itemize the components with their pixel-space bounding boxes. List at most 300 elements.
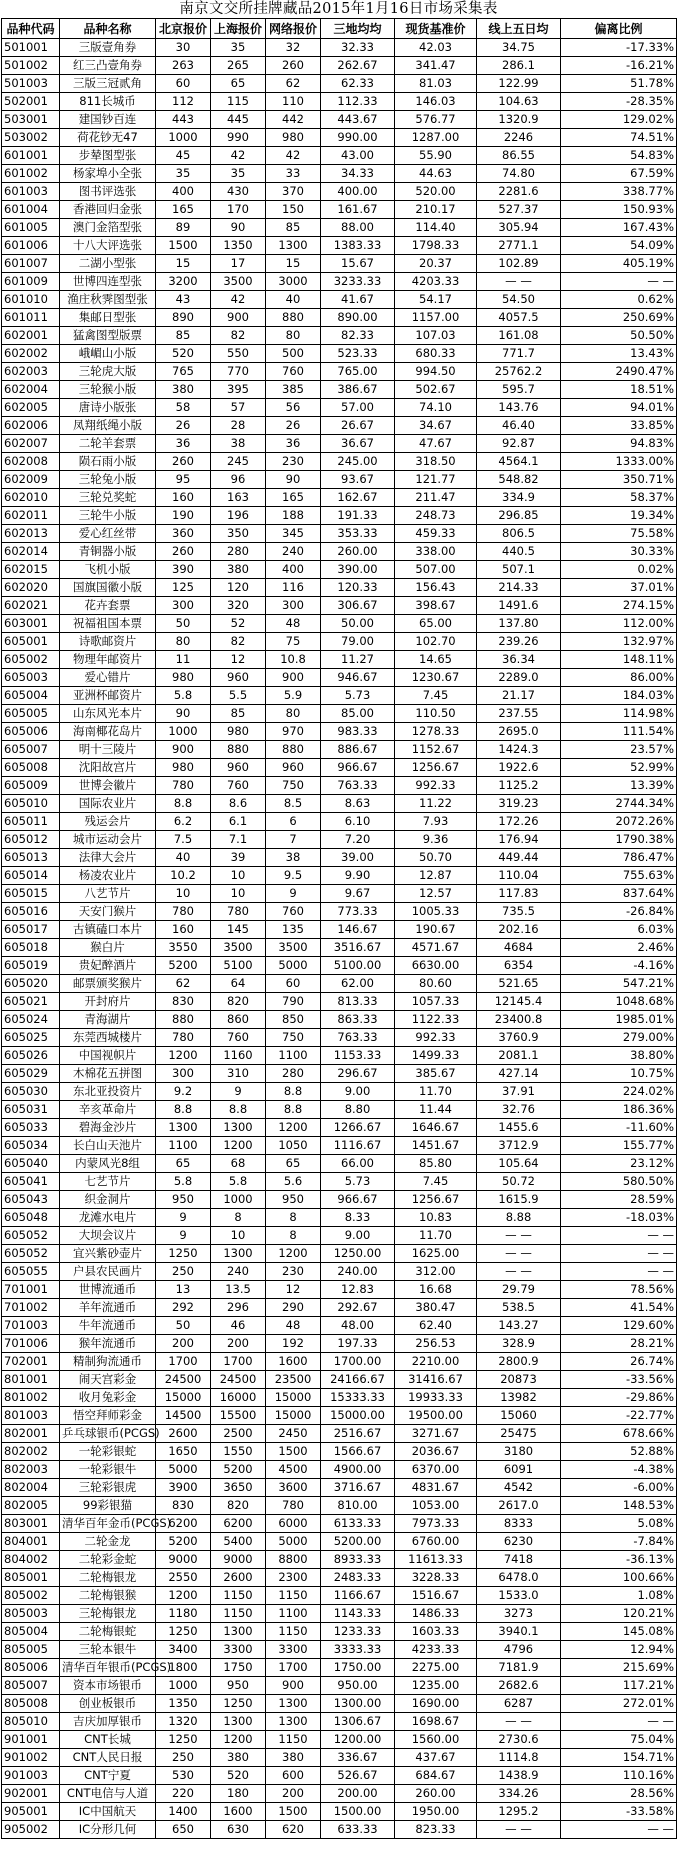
cell-three-avg: 62.33	[321, 75, 395, 93]
cell-name: 开封府片	[60, 993, 156, 1011]
table-row	[2, 399, 677, 417]
cell-beijing: 80	[156, 633, 211, 651]
cell-beijing: 360	[156, 525, 211, 543]
cell-three-avg: 3333.33	[321, 1641, 395, 1659]
cell-shanghai: 1200	[211, 1731, 266, 1749]
cell-benchmark: 398.67	[395, 597, 477, 615]
cell-online: 9	[266, 885, 321, 903]
cell-beijing: 45	[156, 147, 211, 165]
cell-shanghai: 1000	[211, 1191, 266, 1209]
cell-shanghai: 5400	[211, 1533, 266, 1551]
cell-three-avg: 773.33	[321, 903, 395, 921]
cell-benchmark: 121.77	[395, 471, 477, 489]
table-row	[2, 75, 677, 93]
cell-beijing: 443	[156, 111, 211, 129]
cell-five-day: 2246	[477, 129, 561, 147]
cell-deviation: 74.51%	[561, 129, 677, 147]
cell-online: 6	[266, 813, 321, 831]
cell-deviation: 0.02%	[561, 561, 677, 579]
cell-shanghai: 16000	[211, 1389, 266, 1407]
cell-three-avg: 3716.67	[321, 1479, 395, 1497]
cell-benchmark: 65.00	[395, 615, 477, 633]
cell-beijing: 880	[156, 1011, 211, 1029]
cell-online: 345	[266, 525, 321, 543]
cell-benchmark: 85.80	[395, 1155, 477, 1173]
cell-deviation: 279.00%	[561, 1029, 677, 1047]
cell-benchmark: 156.43	[395, 579, 477, 597]
cell-name: 长白山天池片	[60, 1137, 156, 1155]
cell-deviation: 58.37%	[561, 489, 677, 507]
cell-online: 8.8	[266, 1083, 321, 1101]
cell-name: 爱心红丝带	[60, 525, 156, 543]
cell-beijing: 62	[156, 975, 211, 993]
cell-beijing: 5200	[156, 1533, 211, 1551]
cell-shanghai: 990	[211, 129, 266, 147]
cell-name: 峨嵋山小版	[60, 345, 156, 363]
cell-name: 山东风光本片	[60, 705, 156, 723]
cell-name: 一轮彩银牛	[60, 1461, 156, 1479]
cell-benchmark: 823.33	[395, 1821, 477, 1839]
cell-five-day: 2289.0	[477, 669, 561, 687]
table-row	[2, 1623, 677, 1641]
cell-online: 980	[266, 129, 321, 147]
cell-benchmark: 1157.00	[395, 309, 477, 327]
cell-online: 900	[266, 1677, 321, 1695]
cell-five-day: — —	[477, 1245, 561, 1263]
cell-deviation: 132.97%	[561, 633, 677, 651]
cell-three-avg: 4900.00	[321, 1461, 395, 1479]
cell-three-avg: 1266.67	[321, 1119, 395, 1137]
cell-beijing: 950	[156, 1191, 211, 1209]
cell-three-avg: 82.33	[321, 327, 395, 345]
cell-code: 602014	[2, 543, 60, 561]
cell-benchmark: 1646.67	[395, 1119, 477, 1137]
table-row	[2, 129, 677, 147]
cell-deviation: -11.60%	[561, 1119, 677, 1137]
cell-beijing: 530	[156, 1767, 211, 1785]
cell-shanghai: 10	[211, 1227, 266, 1245]
cell-five-day: 735.5	[477, 903, 561, 921]
cell-benchmark: 74.10	[395, 399, 477, 417]
cell-online: 80	[266, 327, 321, 345]
cell-three-avg: 890.00	[321, 309, 395, 327]
cell-five-day: 25475	[477, 1425, 561, 1443]
cell-five-day: 104.63	[477, 93, 561, 111]
cell-benchmark: 1698.67	[395, 1713, 477, 1731]
cell-three-avg: 1300.00	[321, 1695, 395, 1713]
cell-shanghai: 28	[211, 417, 266, 435]
cell-code: 802005	[2, 1497, 60, 1515]
cell-shanghai: 960	[211, 759, 266, 777]
cell-code: 605017	[2, 921, 60, 939]
cell-online: 385	[266, 381, 321, 399]
cell-three-avg: 62.00	[321, 975, 395, 993]
table-row	[2, 1029, 677, 1047]
cell-three-avg: 43.00	[321, 147, 395, 165]
cell-deviation: 38.80%	[561, 1047, 677, 1065]
cell-shanghai: 950	[211, 1677, 266, 1695]
cell-shanghai: 1550	[211, 1443, 266, 1461]
cell-name: 古镇磕口本片	[60, 921, 156, 939]
cell-shanghai: 196	[211, 507, 266, 525]
cell-beijing: 2550	[156, 1569, 211, 1587]
cell-benchmark: 680.33	[395, 345, 477, 363]
cell-code: 605007	[2, 741, 60, 759]
cell-shanghai: 900	[211, 309, 266, 327]
cell-code: 905002	[2, 1821, 60, 1839]
cell-code: 802004	[2, 1479, 60, 1497]
cell-five-day: 105.64	[477, 1155, 561, 1173]
cell-five-day: 3712.9	[477, 1137, 561, 1155]
cell-code: 605025	[2, 1029, 60, 1047]
cell-three-avg: 191.33	[321, 507, 395, 525]
cell-beijing: 1200	[156, 1587, 211, 1605]
cell-code: 601010	[2, 291, 60, 309]
cell-three-avg: 810.00	[321, 1497, 395, 1515]
cell-five-day: 6287	[477, 1695, 561, 1713]
cell-shanghai: 520	[211, 1767, 266, 1785]
cell-online: 110	[266, 93, 321, 111]
cell-code: 602021	[2, 597, 60, 615]
cell-name: 海南椰花岛片	[60, 723, 156, 741]
cell-five-day: 172.26	[477, 813, 561, 831]
cell-benchmark: 1278.33	[395, 723, 477, 741]
cell-shanghai: 82	[211, 633, 266, 651]
cell-three-avg: 443.67	[321, 111, 395, 129]
cell-code: 601011	[2, 309, 60, 327]
table-row	[2, 219, 677, 237]
cell-code: 605011	[2, 813, 60, 831]
cell-benchmark: 11.70	[395, 1083, 477, 1101]
cell-five-day: 122.99	[477, 75, 561, 93]
table-row	[2, 237, 677, 255]
cell-deviation: 1985.01%	[561, 1011, 677, 1029]
cell-name: 集邮日型张	[60, 309, 156, 327]
cell-three-avg: 1700.00	[321, 1353, 395, 1371]
cell-shanghai: 3300	[211, 1641, 266, 1659]
cell-three-avg: 966.67	[321, 759, 395, 777]
cell-deviation: -29.86%	[561, 1389, 677, 1407]
cell-deviation: -7.84%	[561, 1533, 677, 1551]
cell-three-avg: 79.00	[321, 633, 395, 651]
cell-three-avg: 2516.67	[321, 1425, 395, 1443]
cell-shanghai: 1150	[211, 1587, 266, 1605]
cell-beijing: 9	[156, 1227, 211, 1245]
cell-shanghai: 780	[211, 903, 266, 921]
cell-five-day: 595.7	[477, 381, 561, 399]
table-row	[2, 1803, 677, 1821]
cell-five-day: 239.26	[477, 633, 561, 651]
table-row	[2, 921, 677, 939]
cell-code: 605033	[2, 1119, 60, 1137]
table-row	[2, 1389, 677, 1407]
header-row	[2, 19, 677, 39]
cell-online: 40	[266, 291, 321, 309]
cell-online: 880	[266, 741, 321, 759]
cell-beijing: 9000	[156, 1551, 211, 1569]
cell-deviation: -33.58%	[561, 1803, 677, 1821]
cell-deviation: 184.03%	[561, 687, 677, 705]
cell-benchmark: 1950.00	[395, 1803, 477, 1821]
cell-benchmark: 994.50	[395, 363, 477, 381]
cell-name: 飞机小版	[60, 561, 156, 579]
cell-benchmark: 1256.67	[395, 1191, 477, 1209]
cell-name: 精制狗流通币	[60, 1353, 156, 1371]
cell-three-avg: 2483.33	[321, 1569, 395, 1587]
cell-code: 501003	[2, 75, 60, 93]
table-row	[2, 1569, 677, 1587]
cell-online: 188	[266, 507, 321, 525]
cell-beijing: 3900	[156, 1479, 211, 1497]
cell-beijing: 263	[156, 57, 211, 75]
cell-benchmark: 31416.67	[395, 1371, 477, 1389]
cell-five-day: 527.37	[477, 201, 561, 219]
cell-five-day: 328.9	[477, 1335, 561, 1353]
cell-code: 601003	[2, 183, 60, 201]
cell-five-day: 117.83	[477, 885, 561, 903]
cell-benchmark: 16.68	[395, 1281, 477, 1299]
table-row	[2, 309, 677, 327]
cell-five-day: 29.79	[477, 1281, 561, 1299]
cell-name: 八艺节片	[60, 885, 156, 903]
table-row	[2, 1209, 677, 1227]
cell-online: 1700	[266, 1659, 321, 1677]
cell-benchmark: 42.03	[395, 39, 477, 57]
cell-benchmark: 9.36	[395, 831, 477, 849]
table-row	[2, 1281, 677, 1299]
cell-shanghai: 8.6	[211, 795, 266, 813]
cell-online: 3300	[266, 1641, 321, 1659]
cell-three-avg: 9.00	[321, 1083, 395, 1101]
cell-five-day: 2081.1	[477, 1047, 561, 1065]
cell-shanghai: 68	[211, 1155, 266, 1173]
cell-shanghai: 770	[211, 363, 266, 381]
cell-shanghai: 320	[211, 597, 266, 615]
cell-code: 805006	[2, 1659, 60, 1677]
col-header-five-day: 线上五日均	[477, 19, 561, 39]
table-row	[2, 705, 677, 723]
cell-code: 605020	[2, 975, 60, 993]
table-row	[2, 201, 677, 219]
cell-shanghai: 3500	[211, 939, 266, 957]
cell-shanghai: 550	[211, 345, 266, 363]
cell-beijing: 50	[156, 1317, 211, 1335]
cell-code: 805002	[2, 1587, 60, 1605]
cell-name: 大坝会议片	[60, 1227, 156, 1245]
cell-three-avg: 85.00	[321, 705, 395, 723]
cell-online: 750	[266, 1029, 321, 1047]
cell-name: 唐诗小版张	[60, 399, 156, 417]
cell-benchmark: 55.90	[395, 147, 477, 165]
cell-name: 青海湖片	[60, 1011, 156, 1029]
cell-five-day: 86.55	[477, 147, 561, 165]
cell-beijing: 8.8	[156, 1101, 211, 1119]
cell-beijing: 520	[156, 345, 211, 363]
cell-code: 901002	[2, 1749, 60, 1767]
cell-code: 601009	[2, 273, 60, 291]
table-row	[2, 93, 677, 111]
cell-deviation: 120.21%	[561, 1605, 677, 1623]
cell-five-day: 2730.6	[477, 1731, 561, 1749]
cell-deviation: -33.56%	[561, 1371, 677, 1389]
table-row	[2, 345, 677, 363]
cell-benchmark: 318.50	[395, 453, 477, 471]
cell-three-avg: 15000.00	[321, 1407, 395, 1425]
cell-code: 701001	[2, 1281, 60, 1299]
cell-beijing: 3400	[156, 1641, 211, 1659]
cell-five-day: 806.5	[477, 525, 561, 543]
cell-five-day: 2617.0	[477, 1497, 561, 1515]
cell-three-avg: 32.33	[321, 39, 395, 57]
cell-code: 605040	[2, 1155, 60, 1173]
cell-three-avg: 24166.67	[321, 1371, 395, 1389]
cell-deviation: 224.02%	[561, 1083, 677, 1101]
cell-benchmark: 1625.00	[395, 1245, 477, 1263]
cell-shanghai: 265	[211, 57, 266, 75]
cell-five-day: 202.16	[477, 921, 561, 939]
cell-shanghai: 1300	[211, 1245, 266, 1263]
cell-three-avg: 11.27	[321, 651, 395, 669]
cell-benchmark: 107.03	[395, 327, 477, 345]
cell-three-avg: 57.00	[321, 399, 395, 417]
cell-beijing: 26	[156, 417, 211, 435]
table-row	[2, 1497, 677, 1515]
cell-online: 65	[266, 1155, 321, 1173]
cell-deviation: 13.39%	[561, 777, 677, 795]
table-row	[2, 165, 677, 183]
cell-name: 吉庆加厚银币	[60, 1713, 156, 1731]
cell-five-day: 13982	[477, 1389, 561, 1407]
cell-deviation: 28.56%	[561, 1785, 677, 1803]
cell-code: 602020	[2, 579, 60, 597]
table-row	[2, 615, 677, 633]
cell-code: 602015	[2, 561, 60, 579]
cell-online: 280	[266, 1065, 321, 1083]
cell-beijing: 5.8	[156, 1173, 211, 1191]
table-row	[2, 489, 677, 507]
cell-shanghai: 35	[211, 39, 266, 57]
cell-shanghai: 10	[211, 867, 266, 885]
cell-five-day: 1424.3	[477, 741, 561, 759]
cell-three-avg: 1200.00	[321, 1731, 395, 1749]
cell-deviation: 52.88%	[561, 1443, 677, 1461]
cell-shanghai: 280	[211, 543, 266, 561]
cell-five-day: 334.26	[477, 1785, 561, 1803]
cell-code: 805010	[2, 1713, 60, 1731]
cell-five-day: 2695.0	[477, 723, 561, 741]
table-row	[2, 57, 677, 75]
cell-benchmark: 520.00	[395, 183, 477, 201]
cell-code: 605043	[2, 1191, 60, 1209]
cell-beijing: 900	[156, 741, 211, 759]
cell-shanghai: 310	[211, 1065, 266, 1083]
cell-shanghai: 200	[211, 1335, 266, 1353]
cell-name: 创业板银币	[60, 1695, 156, 1713]
cell-name: 猴年流通币	[60, 1335, 156, 1353]
cell-benchmark: 1005.33	[395, 903, 477, 921]
cell-five-day: 6354	[477, 957, 561, 975]
cell-three-avg: 6.10	[321, 813, 395, 831]
cell-three-avg: 306.67	[321, 597, 395, 615]
cell-name: 青铜器小版	[60, 543, 156, 561]
cell-shanghai: 163	[211, 489, 266, 507]
cell-deviation: — —	[561, 1713, 677, 1731]
table-row	[2, 1011, 677, 1029]
cell-five-day: 3940.1	[477, 1623, 561, 1641]
cell-online: 8800	[266, 1551, 321, 1569]
cell-three-avg: 526.67	[321, 1767, 395, 1785]
cell-code: 601004	[2, 201, 60, 219]
cell-online: 1200	[266, 1245, 321, 1263]
cell-beijing: 13	[156, 1281, 211, 1299]
cell-beijing: 5000	[156, 1461, 211, 1479]
cell-name: 猛禽图型版票	[60, 327, 156, 345]
cell-name: 三轮本银牛	[60, 1641, 156, 1659]
cell-beijing: 1320	[156, 1713, 211, 1731]
cell-online: 230	[266, 1263, 321, 1281]
cell-online: 1500	[266, 1443, 321, 1461]
cell-beijing: 1250	[156, 1731, 211, 1749]
table-row	[2, 381, 677, 399]
cell-three-avg: 5.73	[321, 687, 395, 705]
cell-code: 801001	[2, 1371, 60, 1389]
cell-deviation: 111.54%	[561, 723, 677, 741]
cell-online: 290	[266, 1299, 321, 1317]
cell-five-day: 161.08	[477, 327, 561, 345]
cell-name: 澳门金箔型张	[60, 219, 156, 237]
cell-benchmark: 7973.33	[395, 1515, 477, 1533]
cell-shanghai: 8.8	[211, 1101, 266, 1119]
cell-three-avg: 946.67	[321, 669, 395, 687]
cell-five-day: 92.87	[477, 435, 561, 453]
cell-three-avg: 161.67	[321, 201, 395, 219]
cell-shanghai: 395	[211, 381, 266, 399]
cell-deviation: 23.57%	[561, 741, 677, 759]
cell-benchmark: 312.00	[395, 1263, 477, 1281]
cell-online: 150	[266, 201, 321, 219]
cell-code: 602009	[2, 471, 60, 489]
cell-online: 950	[266, 1191, 321, 1209]
cell-deviation: — —	[561, 1245, 677, 1263]
cell-deviation: 13.43%	[561, 345, 677, 363]
cell-beijing: 35	[156, 165, 211, 183]
cell-three-avg: 41.67	[321, 291, 395, 309]
cell-benchmark: 6370.00	[395, 1461, 477, 1479]
cell-beijing: 6.2	[156, 813, 211, 831]
cell-online: 26	[266, 417, 321, 435]
cell-three-avg: 8.33	[321, 1209, 395, 1227]
cell-shanghai: 5.8	[211, 1173, 266, 1191]
cell-name: 三轮兑奖蛇	[60, 489, 156, 507]
cell-online: 32	[266, 39, 321, 57]
cell-shanghai: 5100	[211, 957, 266, 975]
cell-beijing: 15000	[156, 1389, 211, 1407]
cell-code: 601002	[2, 165, 60, 183]
cell-code: 902001	[2, 1785, 60, 1803]
cell-three-avg: 197.33	[321, 1335, 395, 1353]
cell-five-day: 8.88	[477, 1209, 561, 1227]
cell-deviation: 154.71%	[561, 1749, 677, 1767]
table-row	[2, 111, 677, 129]
cell-three-avg: 9.90	[321, 867, 395, 885]
cell-shanghai: 6200	[211, 1515, 266, 1533]
cell-five-day: 305.94	[477, 219, 561, 237]
cell-code: 701003	[2, 1317, 60, 1335]
cell-benchmark: 4831.67	[395, 1479, 477, 1497]
cell-online: 10.8	[266, 651, 321, 669]
cell-deviation: -28.35%	[561, 93, 677, 111]
cell-name: 法律大会片	[60, 849, 156, 867]
